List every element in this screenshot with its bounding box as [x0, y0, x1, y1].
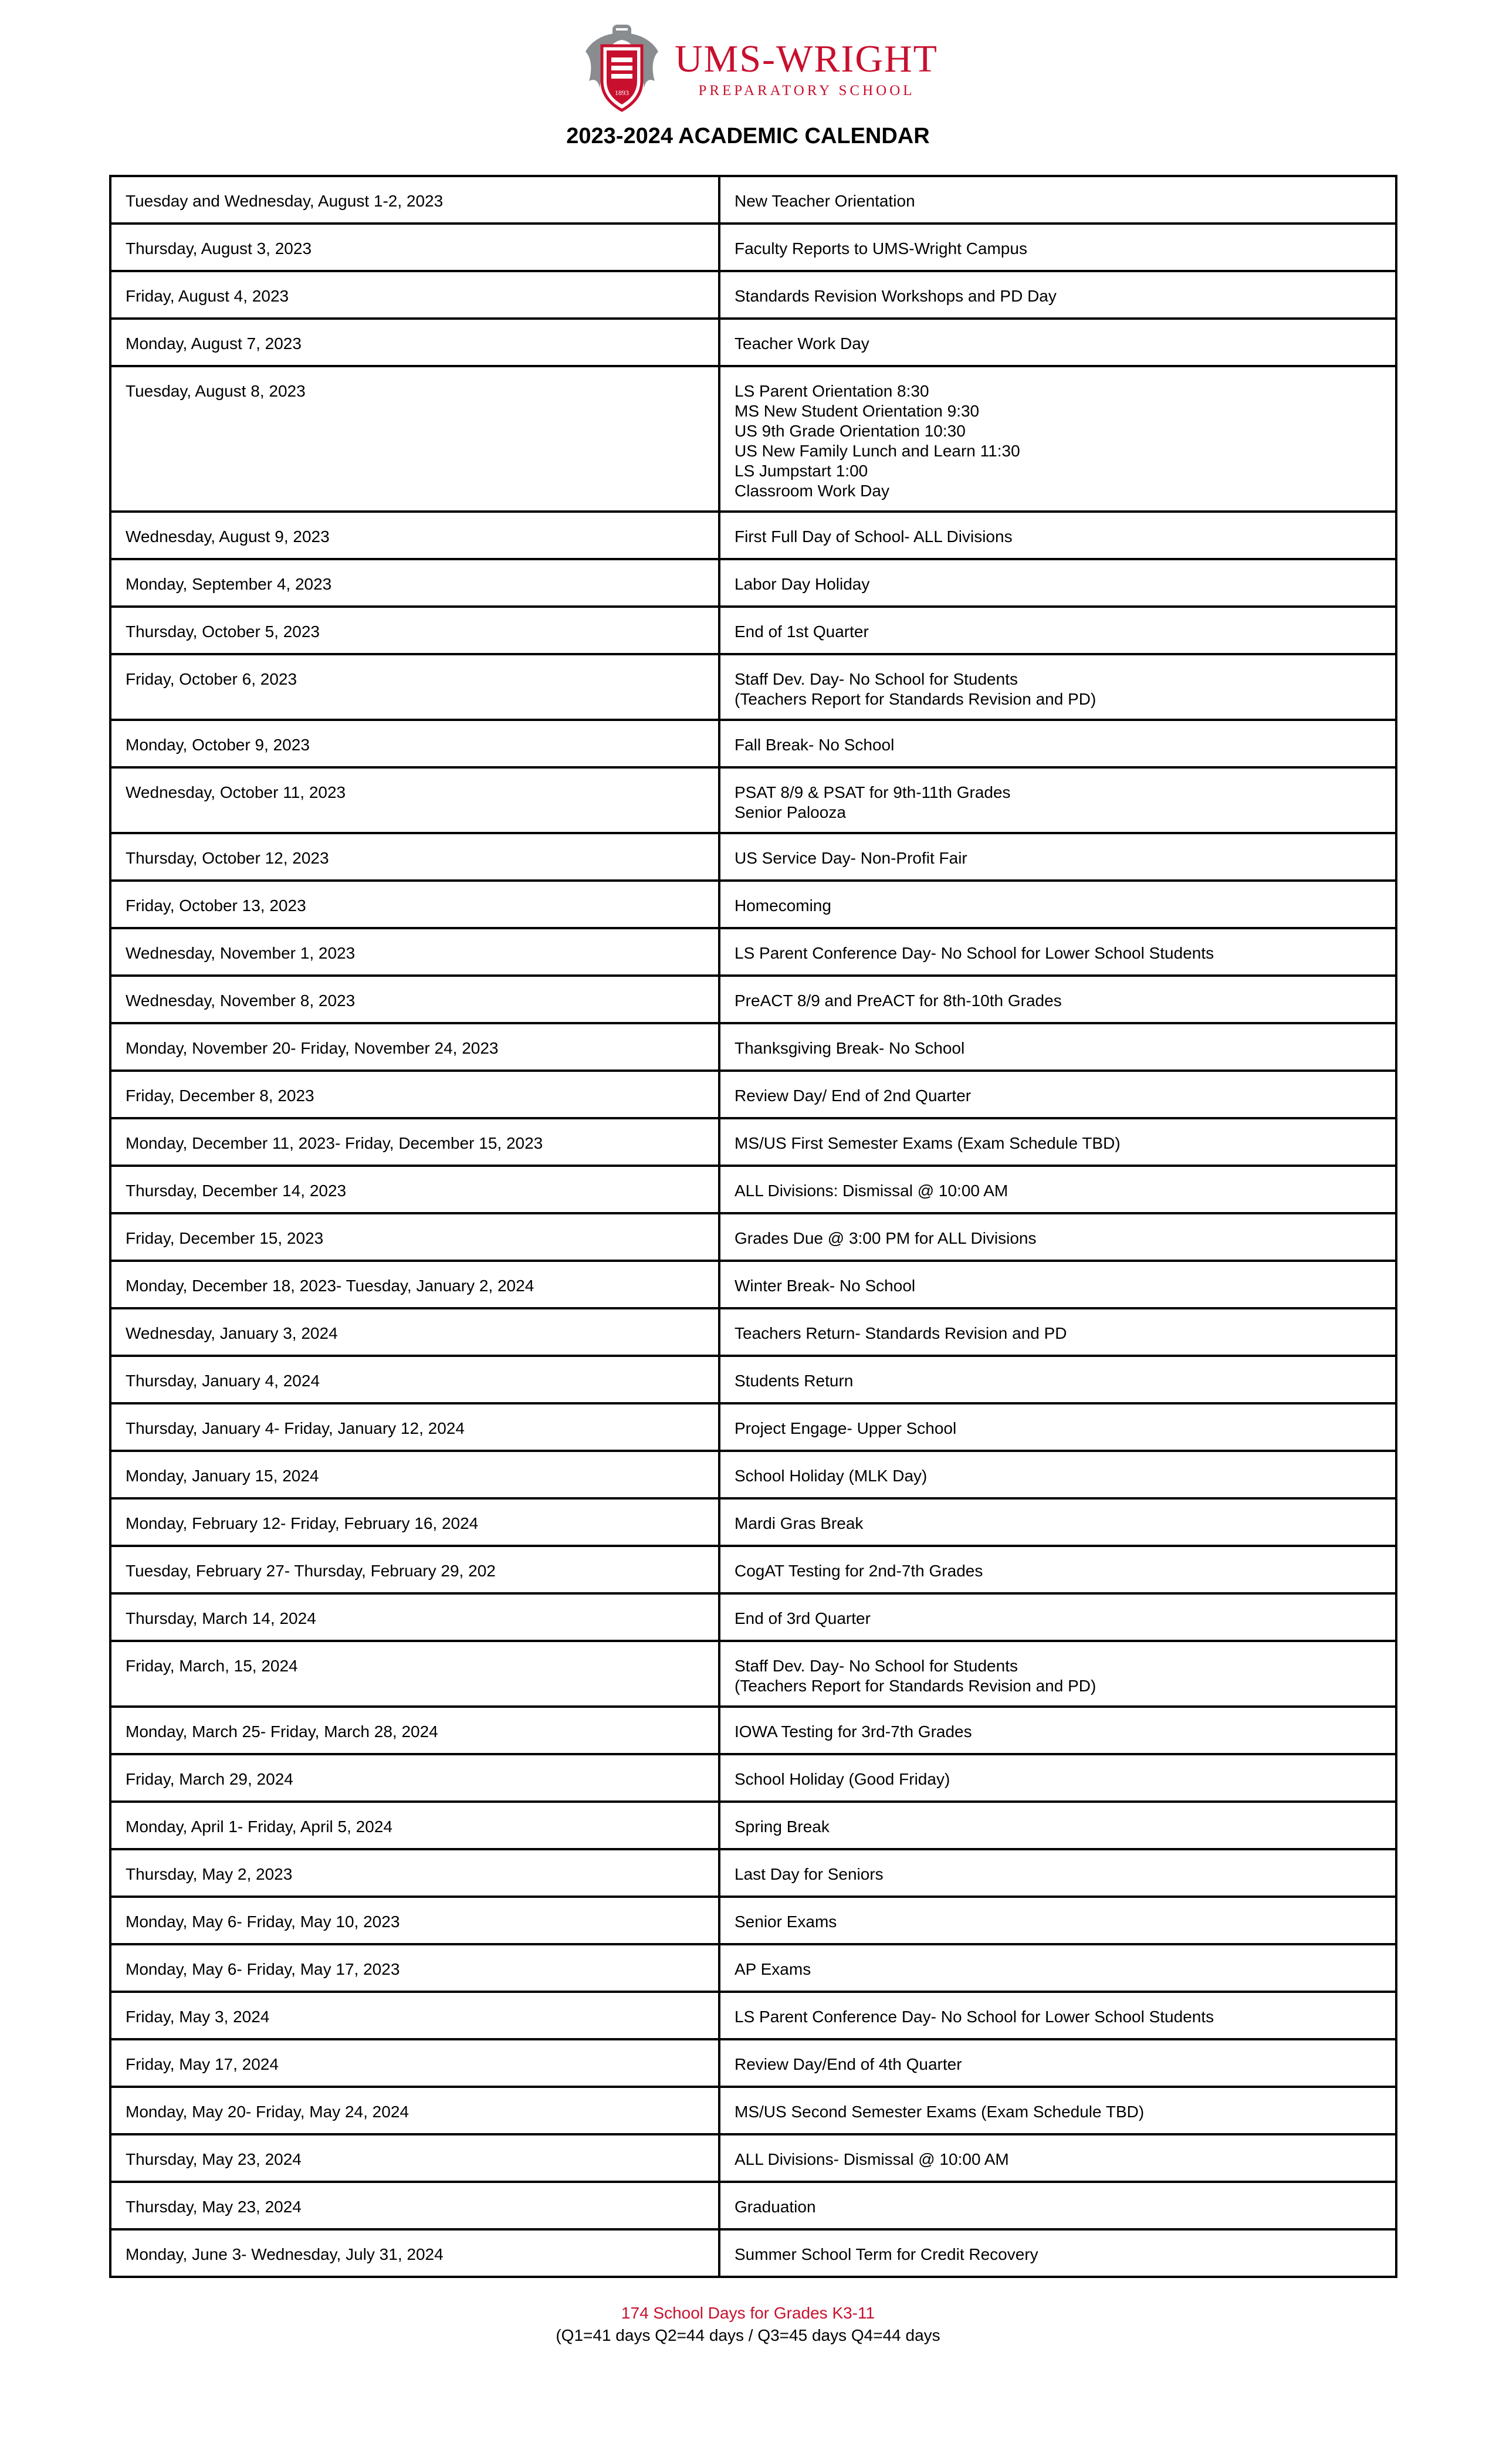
school-subtitle: PREPARATORY SCHOOL	[698, 83, 915, 99]
event-line: US New Family Lunch and Learn 11:30	[735, 442, 1020, 460]
event-line: Standards Revision Workshops and PD Day	[735, 287, 1057, 305]
table-row	[110, 512, 1396, 559]
table-row	[110, 271, 1396, 319]
event-line: Senior Exams	[735, 1913, 837, 1931]
table-row	[110, 2182, 1396, 2229]
event-line: ALL Divisions: Dismissal @ 10:00 AM	[735, 1182, 1008, 1200]
table-row	[110, 1451, 1396, 1498]
event-cell	[719, 1213, 1396, 1261]
event-line: Students Return	[735, 1372, 854, 1390]
event-cell	[719, 366, 1396, 512]
table-row	[110, 366, 1396, 512]
date-cell: Monday, January 15, 2024	[110, 1451, 719, 1498]
event-cell	[719, 1754, 1396, 1802]
event-cell	[719, 720, 1396, 767]
table-row	[110, 1593, 1396, 1641]
date-cell: Monday, May 6- Friday, May 17, 2023	[110, 1944, 719, 1992]
event-line: MS New Student Orientation 9:30	[735, 402, 980, 420]
event-cell	[719, 2134, 1396, 2182]
event-line: School Holiday (MLK Day)	[735, 1467, 928, 1485]
event-cell	[719, 271, 1396, 319]
event-cell	[719, 1641, 1396, 1707]
table-row	[110, 224, 1396, 271]
date-cell: Monday, April 1- Friday, April 5, 2024	[110, 1802, 719, 1849]
table-row	[110, 1754, 1396, 1802]
event-line: LS Jumpstart 1:00	[735, 462, 868, 480]
date-cell: Friday, October 6, 2023	[110, 654, 719, 720]
table-row	[110, 1356, 1396, 1403]
school-crest-icon	[581, 22, 663, 116]
date-cell: Thursday, January 4- Friday, January 12, 2024	[110, 1403, 719, 1451]
event-cell	[719, 1261, 1396, 1308]
school-days-total: 174 School Days for Grades K3-11	[621, 2304, 875, 2322]
table-row	[110, 928, 1396, 976]
event-line: Grades Due @ 3:00 PM for ALL Divisions	[735, 1229, 1037, 1247]
date-cell: Monday, August 7, 2023	[110, 319, 719, 366]
event-line: Staff Dev. Day- No School for Students	[735, 670, 1018, 688]
date-cell: Tuesday, February 27- Thursday, February 29, 202	[110, 1546, 719, 1593]
date-cell: Tuesday, August 8, 2023	[110, 366, 719, 512]
date-cell: Thursday, May 2, 2023	[110, 1849, 719, 1897]
date-cell: Wednesday, January 3, 2024	[110, 1308, 719, 1356]
table-row	[110, 1641, 1396, 1707]
table-row	[110, 654, 1396, 720]
event-line: IOWA Testing for 3rd-7th Grades	[735, 1722, 972, 1741]
event-line: Last Day for Seniors	[735, 1865, 884, 1883]
table-row	[110, 976, 1396, 1023]
event-cell	[719, 1802, 1396, 1849]
date-cell: Friday, March 29, 2024	[110, 1754, 719, 1802]
table-row	[110, 1707, 1396, 1754]
event-line: PSAT 8/9 & PSAT for 9th-11th Grades	[735, 783, 1011, 801]
event-line: New Teacher Orientation	[735, 192, 915, 210]
table-row	[110, 1308, 1396, 1356]
event-cell	[719, 833, 1396, 881]
page-title: 2023-2024 ACADEMIC CALENDAR	[566, 124, 930, 148]
table-row	[110, 1546, 1396, 1593]
event-line: Senior Palooza	[735, 803, 846, 821]
table-row	[110, 2039, 1396, 2087]
date-cell: Friday, October 13, 2023	[110, 881, 719, 928]
event-line: LS Parent Conference Day- No School for Lower School Students	[735, 2008, 1214, 2026]
event-cell	[719, 1118, 1396, 1166]
event-line: (Teachers Report for Standards Revision and PD)	[735, 690, 1096, 708]
date-cell: Friday, December 15, 2023	[110, 1213, 719, 1261]
event-cell	[719, 1944, 1396, 1992]
event-cell	[719, 1451, 1396, 1498]
date-cell: Monday, May 6- Friday, May 10, 2023	[110, 1897, 719, 1944]
table-row	[110, 319, 1396, 366]
table-row	[110, 1023, 1396, 1071]
table-row	[110, 1992, 1396, 2039]
event-line: Classroom Work Day	[735, 482, 889, 500]
table-row	[110, 1071, 1396, 1118]
event-cell	[719, 1992, 1396, 2039]
event-line: Review Day/ End of 2nd Quarter	[735, 1087, 972, 1105]
date-cell: Wednesday, November 8, 2023	[110, 976, 719, 1023]
date-cell: Monday, September 4, 2023	[110, 559, 719, 607]
event-cell	[719, 2087, 1396, 2134]
event-line: AP Exams	[735, 1960, 811, 1978]
table-row	[110, 1261, 1396, 1308]
event-line: Labor Day Holiday	[735, 575, 870, 593]
table-row	[110, 1802, 1396, 1849]
event-line: PreACT 8/9 and PreACT for 8th-10th Grades	[735, 991, 1062, 1010]
quarter-breakdown: (Q1=41 days Q2=44 days / Q3=45 days Q4=44 days	[556, 2326, 940, 2344]
date-cell: Friday, August 4, 2023	[110, 271, 719, 319]
event-line: First Full Day of School- ALL Divisions	[735, 527, 1013, 546]
date-cell: Wednesday, August 9, 2023	[110, 512, 719, 559]
event-line: Summer School Term for Credit Recovery	[735, 2245, 1038, 2263]
date-cell: Friday, December 8, 2023	[110, 1071, 719, 1118]
table-row	[110, 176, 1396, 224]
event-line: Mardi Gras Break	[735, 1514, 864, 1532]
calendar-body	[110, 176, 1396, 2277]
table-row	[110, 1944, 1396, 1992]
event-line: Thanksgiving Break- No School	[735, 1039, 965, 1057]
table-row	[110, 1403, 1396, 1451]
table-row	[110, 559, 1396, 607]
event-line: Homecoming	[735, 896, 831, 915]
event-cell	[719, 176, 1396, 224]
event-cell	[719, 1707, 1396, 1754]
event-cell	[719, 1897, 1396, 1944]
date-cell: Monday, June 3- Wednesday, July 31, 2024	[110, 2229, 719, 2277]
table-row	[110, 881, 1396, 928]
date-cell: Monday, May 20- Friday, May 24, 2024	[110, 2087, 719, 2134]
table-row	[110, 1897, 1396, 1944]
event-line: LS Parent Orientation 8:30	[735, 382, 929, 400]
date-cell: Monday, December 11, 2023- Friday, December 15, 2023	[110, 1118, 719, 1166]
table-row	[110, 2229, 1396, 2277]
event-line: MS/US First Semester Exams (Exam Schedule TBD)	[735, 1134, 1121, 1152]
event-line: Staff Dev. Day- No School for Students	[735, 1657, 1018, 1675]
event-cell	[719, 1498, 1396, 1546]
event-line: Teacher Work Day	[735, 334, 869, 353]
date-cell: Wednesday, November 1, 2023	[110, 928, 719, 976]
event-line: Winter Break- No School	[735, 1277, 916, 1295]
event-line: CogAT Testing for 2nd-7th Grades	[735, 1562, 983, 1580]
table-row	[110, 1849, 1396, 1897]
event-cell	[719, 881, 1396, 928]
event-line: Review Day/End of 4th Quarter	[735, 2055, 962, 2073]
event-line: ALL Divisions- Dismissal @ 10:00 AM	[735, 2150, 1009, 2168]
event-line: End of 1st Quarter	[735, 622, 869, 641]
date-cell: Monday, February 12- Friday, February 16, 2024	[110, 1498, 719, 1546]
date-cell: Wednesday, October 11, 2023	[110, 767, 719, 833]
table-row	[110, 2087, 1396, 2134]
event-cell	[719, 2229, 1396, 2277]
event-cell	[719, 1546, 1396, 1593]
date-cell: Monday, November 20- Friday, November 24, 2023	[110, 1023, 719, 1071]
event-line: Spring Break	[735, 1817, 830, 1836]
event-cell	[719, 1593, 1396, 1641]
event-cell	[719, 1166, 1396, 1213]
event-cell	[719, 224, 1396, 271]
table-row	[110, 607, 1396, 654]
date-cell: Monday, March 25- Friday, March 28, 2024	[110, 1707, 719, 1754]
event-cell	[719, 559, 1396, 607]
table-row	[110, 720, 1396, 767]
date-cell: Thursday, May 23, 2024	[110, 2134, 719, 2182]
table-row	[110, 1166, 1396, 1213]
date-cell: Thursday, May 23, 2024	[110, 2182, 719, 2229]
table-row	[110, 1118, 1396, 1166]
event-cell	[719, 1023, 1396, 1071]
table-row	[110, 833, 1396, 881]
date-cell: Friday, May 3, 2024	[110, 1992, 719, 2039]
event-line: MS/US Second Semester Exams (Exam Schedule TBD)	[735, 2103, 1145, 2121]
school-logo	[581, 22, 945, 116]
event-cell	[719, 1849, 1396, 1897]
event-cell	[719, 607, 1396, 654]
calendar-table	[109, 175, 1397, 2278]
date-cell: Monday, October 9, 2023	[110, 720, 719, 767]
event-cell	[719, 319, 1396, 366]
event-line: US Service Day- Non-Profit Fair	[735, 849, 967, 867]
date-cell: Monday, December 18, 2023- Tuesday, January 2, 2024	[110, 1261, 719, 1308]
event-cell	[719, 2182, 1396, 2229]
event-cell	[719, 2039, 1396, 2087]
event-line: Graduation	[735, 2198, 816, 2216]
date-cell: Thursday, March 14, 2024	[110, 1593, 719, 1641]
event-line: Fall Break- No School	[735, 736, 895, 754]
event-line: Project Engage- Upper School	[735, 1419, 957, 1437]
event-line: Faculty Reports to UMS-Wright Campus	[735, 239, 1027, 258]
event-cell	[719, 928, 1396, 976]
date-cell: Thursday, October 12, 2023	[110, 833, 719, 881]
event-cell	[719, 976, 1396, 1023]
event-cell	[719, 1403, 1396, 1451]
event-cell	[719, 1356, 1396, 1403]
date-cell: Thursday, October 5, 2023	[110, 607, 719, 654]
event-line: LS Parent Conference Day- No School for Lower School Students	[735, 944, 1214, 962]
event-cell	[719, 512, 1396, 559]
event-cell	[719, 1308, 1396, 1356]
table-row	[110, 767, 1396, 833]
date-cell: Friday, May 17, 2024	[110, 2039, 719, 2087]
crest-helm	[612, 25, 631, 40]
event-line: Teachers Return- Standards Revision and PD	[735, 1324, 1067, 1342]
table-row	[110, 1213, 1396, 1261]
table-row	[110, 2134, 1396, 2182]
date-cell: Thursday, December 14, 2023	[110, 1166, 719, 1213]
event-line: School Holiday (Good Friday)	[735, 1770, 950, 1788]
table-row	[110, 1498, 1396, 1546]
event-line: End of 3rd Quarter	[735, 1609, 871, 1627]
date-cell: Tuesday and Wednesday, August 1-2, 2023	[110, 176, 719, 224]
date-cell: Thursday, August 3, 2023	[110, 224, 719, 271]
event-line: (Teachers Report for Standards Revision and PD)	[735, 1677, 1096, 1695]
crest-year: 1893	[615, 89, 629, 97]
school-name: UMS-WRIGHT	[675, 38, 938, 80]
date-cell: Friday, March, 15, 2024	[110, 1641, 719, 1707]
event-cell	[719, 767, 1396, 833]
event-cell	[719, 1071, 1396, 1118]
date-cell: Thursday, January 4, 2024	[110, 1356, 719, 1403]
event-line: US 9th Grade Orientation 10:30	[735, 422, 966, 440]
event-cell	[719, 654, 1396, 720]
